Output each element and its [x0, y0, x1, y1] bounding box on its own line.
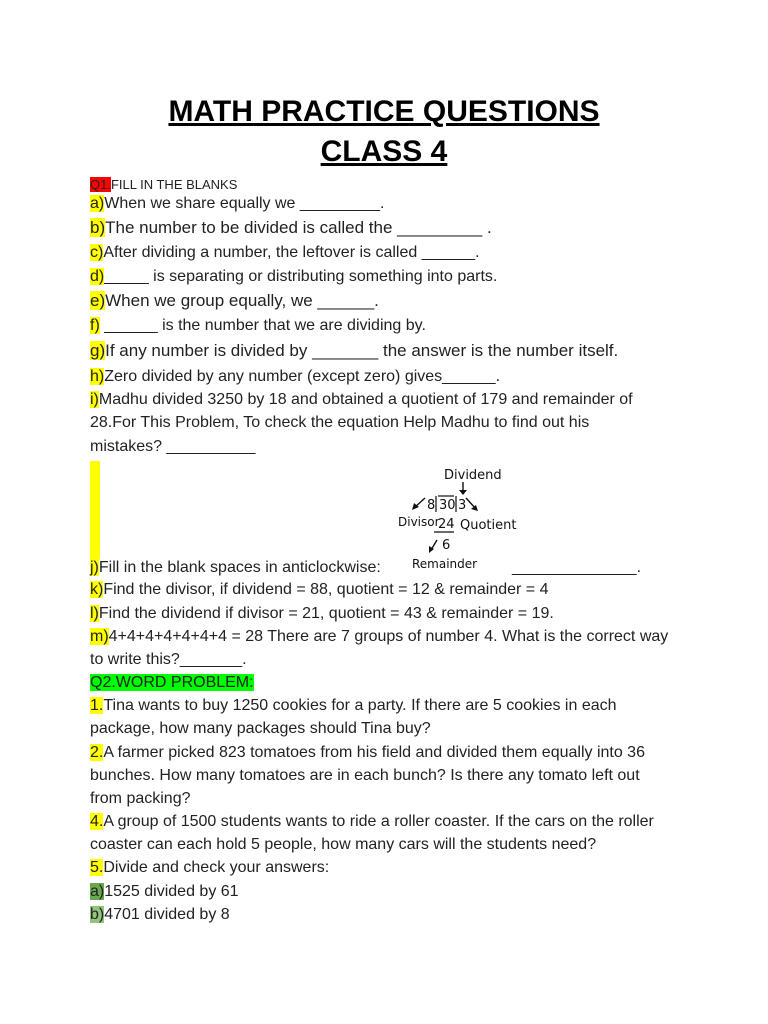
q1-item-e: [90, 291, 379, 311]
q2-line-label: 2.: [90, 744, 104, 761]
diagram-label-remainder: Remainder: [412, 557, 478, 571]
q1-item-text: If any number is divided by _______ the answer is the number itself.: [105, 341, 619, 360]
q1-item-label: e): [90, 291, 106, 310]
q1-heading: [90, 175, 237, 195]
q1-item-label: k): [90, 581, 104, 598]
q1-item-j-tail: ______________.: [512, 559, 642, 576]
q1-item-label: c): [90, 244, 104, 261]
q1-item-text: to write this?_______.: [90, 651, 247, 668]
diagram-dividend-value: 30: [439, 498, 456, 513]
q1-heading-text: FILL IN THE BLANKS: [110, 177, 238, 192]
q2-line-text: package, how many packages should Tina buy?: [90, 720, 431, 737]
q2-line-label: 4.: [90, 813, 104, 830]
q2-line-text: from packing?: [90, 790, 191, 807]
q1-item-label: d): [90, 268, 105, 285]
q1-item-text: Find the divisor, if dividend = 88, quotient = 12 & remainder = 4: [103, 581, 549, 598]
q1-item-b: [90, 218, 492, 238]
diagram-quotient: 3: [458, 498, 467, 513]
q1-item-i-cont: [90, 413, 589, 433]
q2-line-5b: [90, 905, 230, 925]
diagram-remainder: 6: [442, 538, 451, 553]
q1-item-text: mistakes? __________: [90, 438, 256, 455]
q1-item-c: [90, 243, 480, 263]
q2-line-label: a): [90, 883, 105, 900]
q2-line-1-cont: [90, 719, 431, 739]
q2-heading: [90, 673, 254, 693]
q2-line-2-cont2: [90, 789, 191, 809]
q1-item-text: 4+4+4+4+4+4+4 = 28 There are 7 groups of number 4. What is the correct way: [108, 628, 669, 645]
diagram-subtract: 24: [438, 517, 455, 532]
q1-item-text: Find the dividend if divisor = 21, quotient = 43 & remainder = 19.: [98, 605, 554, 622]
diagram-label-dividend: Dividend: [444, 468, 502, 483]
q2-line-label: 5.: [90, 859, 104, 876]
q1-item-a: [90, 194, 384, 214]
q1-item-text: When we group equally, we ______.: [105, 291, 379, 310]
q2-line-label: 1.: [90, 697, 104, 714]
q1-item-text: 28.For This Problem, To check the equation Help Madhu to find out his: [90, 414, 590, 431]
q1-item-m: [90, 627, 668, 647]
diagram-label-quotient: Quotient: [460, 518, 517, 533]
q2-line-text: Tina wants to buy 1250 cookies for a party. If there are 5 cookies in each: [103, 697, 617, 714]
q1-item-f: [90, 316, 426, 336]
diagram-label-divisor: Divisor: [398, 515, 440, 529]
q1-item-g: [90, 341, 618, 361]
q2-line-text: 4701 divided by 8: [104, 906, 230, 923]
q1-item-k: [90, 580, 549, 600]
q1-item-text: Fill in the blank spaces in anticlockwise:: [98, 559, 381, 576]
q2-line-text: coaster can each hold 5 people, how many cars will the students need?: [90, 836, 597, 853]
q1-item-d: [90, 267, 497, 287]
q2-heading-text: Q2.WORD PROBLEM:: [90, 674, 254, 691]
q1-tag: Q1.: [90, 177, 111, 192]
q2-line-5a: [90, 882, 239, 902]
q1-item-i: [90, 390, 633, 410]
q2-line-text: bunches. How many tomatoes are in each bunch? Is there any tomato left out: [90, 767, 640, 784]
q1-item-i-cont2: [90, 437, 255, 457]
q2-line-label: b): [90, 906, 105, 923]
q2-line-2: [90, 743, 645, 763]
q1-item-text: Zero divided by any number (except zero) gives______.: [104, 368, 501, 385]
q1-item-label: m): [90, 628, 109, 645]
highlight-bar: [90, 461, 100, 559]
q1-item-j-blank: [512, 558, 641, 578]
q1-item-text: _____ is separating or distributing something into parts.: [104, 268, 498, 285]
q2-line-text: 1525 divided by 61: [104, 883, 239, 900]
q1-item-label: g): [90, 341, 106, 360]
diagram-divisor: 8: [427, 498, 436, 513]
q2-line-5: [90, 858, 329, 878]
q2-line-2-cont: [90, 766, 640, 786]
q1-item-label: a): [90, 195, 105, 212]
q2-line-1: [90, 696, 617, 716]
division-diagram: [390, 462, 517, 574]
q1-item-text: The number to be divided is called the _________ .: [105, 218, 492, 237]
page-subtitle: CLASS 4: [320, 135, 448, 168]
q1-item-h: [90, 367, 500, 387]
q1-item-label: h): [90, 368, 105, 385]
q1-item-text: Madhu divided 3250 by 18 and obtained a quotient of 179 and remainder of: [98, 391, 633, 408]
q1-item-text: After dividing a number, the leftover is called ______.: [103, 244, 480, 261]
q1-item-l: [90, 604, 554, 624]
q1-item-text: ______ is the number that we are dividing by.: [99, 317, 426, 334]
q2-line-text: Divide and check your answers:: [103, 859, 330, 876]
q2-line-4: [90, 812, 654, 832]
q1-item-label: i): [90, 391, 99, 408]
q2-line-text: A farmer picked 823 tomatoes from his field and divided them equally into 36: [103, 744, 645, 761]
q1-item-label: b): [90, 218, 106, 237]
q2-line-text: A group of 1500 students wants to ride a roller coaster. If the cars on the roller: [103, 813, 654, 830]
q1-item-label: f): [90, 317, 100, 334]
page-title: MATH PRACTICE QUESTIONS: [168, 95, 600, 128]
q1-item-label: j): [90, 559, 99, 576]
q1-item-m-cont: [90, 650, 247, 670]
q2-line-4-cont: [90, 835, 596, 855]
q1-item-j: [90, 558, 381, 578]
q1-item-text: When we share equally we _________.: [104, 195, 385, 212]
q1-item-label: l): [90, 605, 99, 622]
